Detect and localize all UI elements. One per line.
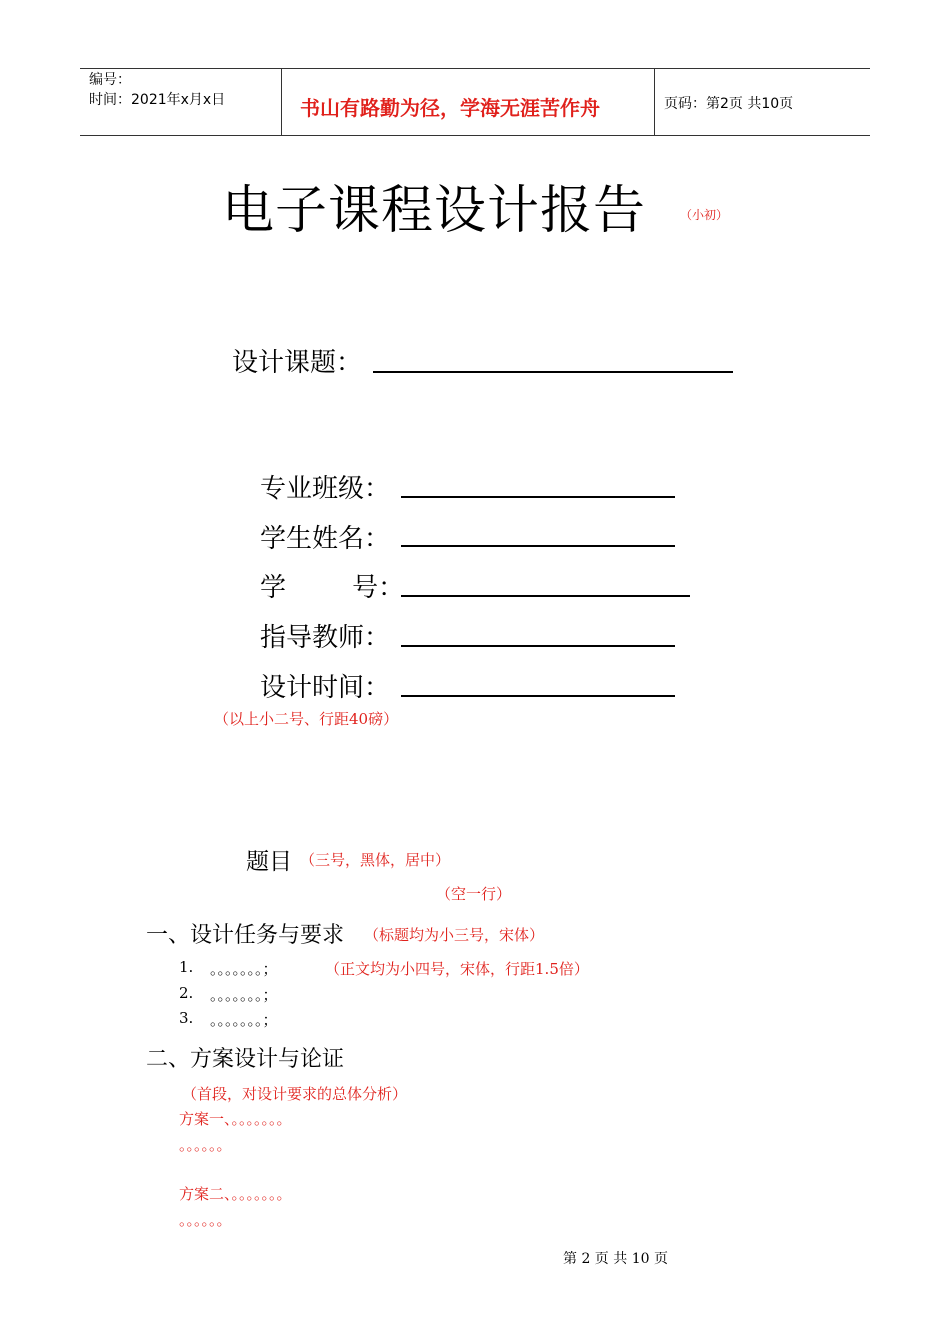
- field-student-name-underline[interactable]: [401, 545, 675, 547]
- plan-2-line2: 。。。。。。: [179, 1211, 232, 1229]
- field-student-id-label: 学 号：: [260, 573, 405, 603]
- topic-underline[interactable]: [373, 371, 733, 373]
- section2-title: 二、方案设计与论证: [146, 1047, 345, 1072]
- report-title: 电子课程设计报告: [222, 181, 647, 241]
- header-divider-1: [281, 68, 282, 136]
- field-student-id-underline[interactable]: [401, 595, 690, 597]
- plan-1-line1: 方案一、。。。。。。。: [179, 1110, 292, 1128]
- plan-1-line2: 。。。。。。: [179, 1136, 232, 1154]
- header-top-rule: [80, 68, 870, 69]
- header-page-label: 页码：第2页 共10页: [664, 96, 794, 112]
- section1-title: 一、设计任务与要求: [146, 923, 345, 948]
- list-item-1-num: 1.: [179, 958, 194, 976]
- field-advisor-underline[interactable]: [401, 645, 675, 647]
- header-bottom-rule: [80, 135, 870, 136]
- header-motto: 书山有路勤为径，学海无涯苦作舟: [300, 96, 600, 120]
- blank-line-note: （空一行）: [436, 885, 512, 903]
- header-time-label: 时间：2021年x月x日: [89, 92, 226, 108]
- list-item-1-note: （正文均为小四号，宋体，行距1.5倍）: [325, 960, 589, 978]
- field-design-time-label: 设计时间：: [260, 673, 391, 703]
- section-heading-label: 题目: [246, 849, 292, 875]
- list-item-2-num: 2.: [179, 984, 194, 1002]
- field-major-class-label: 专业班级：: [260, 474, 391, 504]
- field-design-time-underline[interactable]: [401, 695, 675, 697]
- footer-page-number: 第 2 页 共 10 页: [563, 1251, 668, 1267]
- field-advisor-label: 指导教师：: [260, 623, 391, 653]
- fields-note: （以上小二号、行距40磅）: [214, 710, 399, 728]
- section1-note: （标题均为小三号，宋体）: [364, 926, 545, 944]
- section-heading-note: （三号，黑体，居中）: [300, 851, 451, 869]
- field-major-class-underline[interactable]: [401, 496, 675, 498]
- section2-intro-note: （首段，对设计要求的总体分析）: [182, 1085, 408, 1103]
- list-item-2-text: 。。。。。。。；: [210, 986, 278, 1004]
- plan-2-line1: 方案二、。。。。。。。: [179, 1185, 292, 1203]
- list-item-3-text: 。。。。。。。；: [210, 1011, 278, 1029]
- field-student-name-label: 学生姓名：: [260, 524, 391, 554]
- list-item-3-num: 3.: [179, 1009, 194, 1027]
- header-code-label: 编号：: [89, 72, 131, 88]
- topic-label: 设计课题：: [232, 348, 363, 378]
- header-divider-2: [654, 68, 655, 136]
- list-item-1-text: 。。。。。。。；: [210, 960, 278, 978]
- report-title-note: （小初）: [680, 208, 729, 222]
